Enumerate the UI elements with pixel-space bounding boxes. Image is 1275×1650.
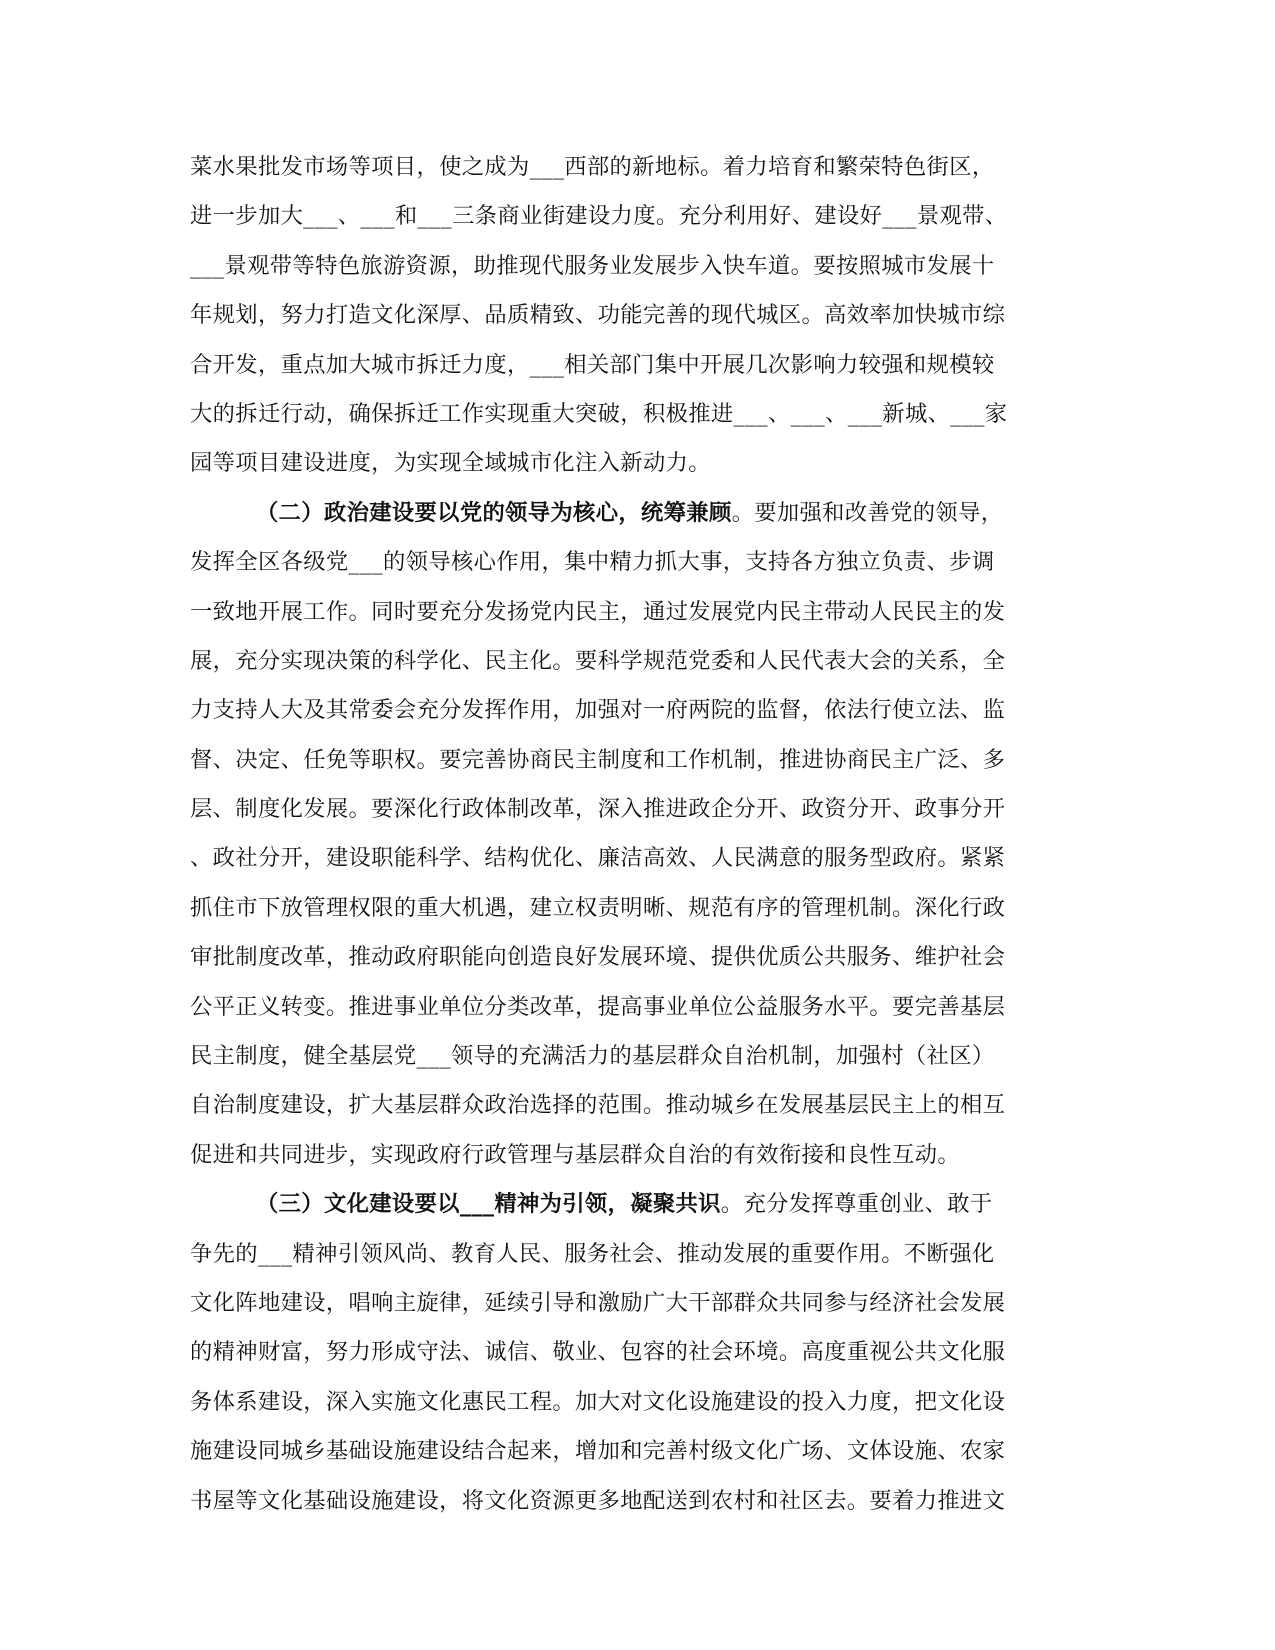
text-line: 督、决定、任免等职权。要完善协商民主制度和工作机制，推进协商民主广泛、多 (190, 746, 1006, 773)
text-line: 文化阵地建设，唱响主旋律，延续引导和激励广大干部群众共同参与经济社会发展 (190, 1289, 1006, 1316)
text-line: 园等项目建设进度，为实现全域城市化注入新动力。 (190, 450, 711, 477)
text-line: 力支持人大及其常委会充分发挥作用，加强对一府两院的监督，依法行使立法、监 (190, 697, 1006, 724)
section-heading-line (190, 1180, 1090, 1229)
text-span: 。要加强和改善党的领导， (731, 499, 1004, 526)
text-line: 、政社分开，建设职能科学、结构优化、廉洁高效、人民满意的服务型政府。紧紧 (190, 845, 1006, 872)
text-line: 施建设同城乡基础设施建设结合起来，增加和完善村级文化广场、文体设施、农家 (190, 1438, 1006, 1465)
section-heading-line (190, 489, 1090, 538)
text-line: 民主制度，健全基层党___领导的充满活力的基层群众自治机制，加强村（社区） (190, 1043, 995, 1070)
text-line: 务体系建设，深入实施文化惠民工程。加大对文化设施建设的投入力度，把文化设 (190, 1388, 1006, 1415)
text-line: 抓住市下放管理权限的重大机遇，建立权责明晰、规范有序的管理机制。深化行政 (190, 894, 1006, 921)
text-line: 书屋等文化基础设施建设，将文化资源更多地配送到农村和社区去。要着力推进文 (190, 1487, 1006, 1514)
text-line: 审批制度改革，推动政府职能向创造良好发展环境、提供优质公共服务、维护社会 (190, 944, 1006, 971)
text-line: 大的拆迁行动，确保拆迁工作实现重大突破，积极推进___、___、___新城、___家 (190, 400, 1008, 427)
text-line: ___景观带等特色旅游资源，助推现代服务业发展步入快车道。要按照城市发展十 (190, 252, 995, 279)
text-line: 自治制度建设，扩大基层群众政治选择的范围。推动城乡在发展基层民主上的相互 (190, 1092, 1006, 1119)
text-span: 。充分发挥尊重创业、敢于 (720, 1191, 993, 1218)
section-heading-politics: （二）政治建设要以党的领导为核心，统筹兼顾 (256, 499, 732, 526)
text-line: 一致地开展工作。同时要充分发扬党内民主，通过发展党内民主带动人民民主的发 (190, 598, 1006, 625)
text-line: 促进和共同进步，实现政府行政管理与基层群众自治的有效衔接和良性互动。 (190, 1141, 960, 1168)
body-text (190, 143, 1090, 1526)
text-line: 层、制度化发展。要深化行政体制改革，深入推进政企分开、政资分开、政事分开 (190, 796, 1006, 823)
text-line: 的精神财富，努力形成守法、诚信、敬业、包容的社会环境。高度重视公共文化服 (190, 1339, 1006, 1366)
text-line: 发挥全区各级党___的领导核心作用，集中精力抓大事，支持各方独立负责、步调 (190, 549, 995, 576)
text-line: 进一步加大___、___和___三条商业街建设力度。充分利用好、建设好___景观带、 (190, 203, 1008, 230)
text-line: 合开发，重点加大城市拆迁力度，___相关部门集中开展几次影响力较强和规模较 (190, 351, 995, 378)
text-line: 展，充分实现决策的科学化、民主化。要科学规范党委和人民代表大会的关系，全 (190, 647, 1006, 674)
text-line: 年规划，努力打造文化深厚、品质精致、功能完善的现代城区。高效率加快城市综 (190, 302, 1006, 329)
text-line: 公平正义转变。推进事业单位分类改革，提高事业单位公益服务水平。要完善基层 (190, 993, 1006, 1020)
text-line: 争先的___精神引领风尚、教育人民、服务社会、推动发展的重要作用。不断强化 (190, 1240, 995, 1267)
text-line: 菜水果批发市场等项目，使之成为___西部的新地标。着力培育和繁荣特色街区， (190, 154, 995, 180)
section-heading-culture: （三）文化建设要以___精神为引领，凝聚共识 (256, 1191, 721, 1218)
